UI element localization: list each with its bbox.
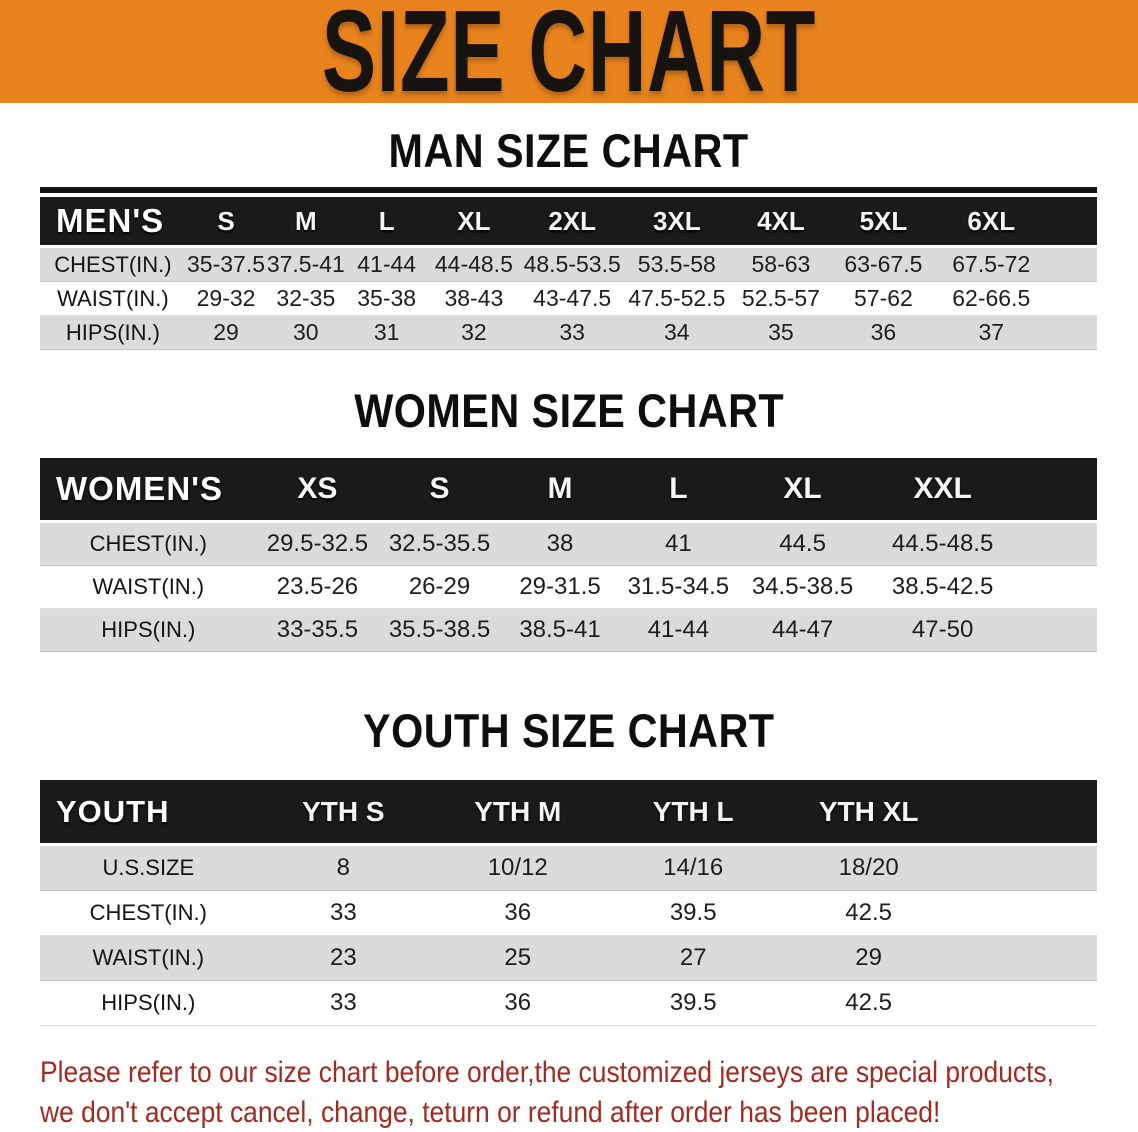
cell-value: 41-44 (647, 616, 710, 643)
cell-value: 14/16 (663, 854, 724, 881)
filler-cell (1048, 316, 1097, 350)
table-row (40, 522, 1097, 566)
cell-value: 31 (373, 319, 400, 345)
cell-value: 36 (504, 989, 532, 1016)
row-label: CHEST(IN.) (54, 251, 172, 277)
cell-value: 35-38 (357, 285, 417, 311)
cell-value: 33 (329, 989, 357, 1016)
cell-value: 37 (978, 319, 1005, 345)
filler-cell (956, 936, 1097, 981)
cell-value: 34 (664, 319, 690, 345)
table-row (40, 891, 1097, 936)
cell-value: 38 (546, 530, 574, 557)
cell-value: 35-37.5 (187, 251, 266, 277)
column-header: XL (457, 205, 491, 236)
table-row (40, 609, 1097, 652)
men-section-heading-text: MAN SIZE CHART (388, 124, 750, 177)
column-header: L (669, 472, 688, 505)
cell-value: 42.5 (845, 989, 892, 1016)
cell-value: 23 (329, 944, 357, 971)
cell-value: 44-48.5 (434, 251, 513, 277)
cell-value: 31.5-34.5 (627, 573, 730, 600)
women-size-table-wrap (40, 458, 1097, 652)
column-header: 3XL (652, 205, 701, 236)
row-label: U.S.SIZE (102, 855, 195, 880)
column-header: YTH M (474, 795, 562, 827)
column-header: L (378, 205, 395, 236)
men-table-top-rule (40, 187, 1097, 193)
filler-cell (956, 845, 1097, 891)
filler-cell (956, 780, 1097, 845)
men-section-heading (0, 124, 1138, 177)
column-header: YTH L (652, 795, 734, 827)
filler-cell (1018, 458, 1097, 522)
cell-value: 29 (855, 944, 882, 971)
row-label: CHEST(IN.) (89, 900, 207, 925)
cell-value: 34.5-38.5 (751, 573, 854, 600)
cell-value: 33 (329, 899, 357, 926)
cell-value: 53.5-58 (637, 251, 716, 277)
row-label: HIPS(IN.) (101, 617, 196, 642)
cell-value: 29-32 (196, 285, 256, 311)
filler-cell (1048, 247, 1097, 282)
cell-value: 26-29 (408, 573, 471, 600)
filler-cell (1018, 522, 1097, 566)
men-size-table-wrap (40, 187, 1097, 350)
filler-cell (1048, 197, 1097, 247)
banner-title: SIZE CHART (321, 0, 817, 103)
cell-value: 52.5-57 (741, 285, 820, 311)
men-table-header-row (40, 197, 1097, 247)
table-corner-label: WOMEN'S (56, 470, 224, 507)
column-header: YTH S (302, 795, 385, 827)
cell-value: 36 (504, 899, 532, 926)
banner (0, 0, 1138, 103)
column-header: XL (783, 472, 822, 505)
column-header: 6XL (967, 205, 1016, 236)
cell-value: 63-67.5 (844, 251, 923, 277)
table-row (40, 981, 1097, 1026)
men-size-table (40, 197, 1097, 350)
cell-value: 57-62 (854, 285, 913, 311)
cell-value: 62-66.5 (952, 285, 1031, 311)
cell-value: 33-35.5 (276, 616, 359, 643)
women-size-table (40, 458, 1097, 652)
order-policy-note (40, 1053, 1138, 1132)
row-label: WAIST(IN.) (57, 285, 169, 311)
cell-value: 29-31.5 (519, 573, 601, 600)
order-policy-note-line1: Please refer to our size chart before order,the customized jerseys are special products, (40, 1056, 1054, 1089)
column-header: 5XL (859, 205, 908, 236)
youth-section-heading-text: YOUTH SIZE CHART (363, 704, 775, 757)
cell-value: 23.5-26 (276, 573, 359, 600)
cell-value: 67.5-72 (952, 251, 1031, 277)
women-section-heading-text: WOMEN SIZE CHART (354, 384, 784, 437)
cell-value: 44-47 (771, 616, 834, 643)
order-policy-note-line2: we don't accept cancel, change, teturn or refund after order has been placed! (40, 1095, 941, 1129)
column-header: S (429, 472, 450, 505)
filler-cell (1018, 566, 1097, 609)
row-label: HIPS(IN.) (101, 990, 196, 1015)
cell-value: 10/12 (487, 854, 548, 881)
column-header: XS (297, 472, 338, 505)
table-row (40, 566, 1097, 609)
cell-value: 48.5-53.5 (523, 251, 621, 277)
table-row (40, 247, 1097, 282)
cell-value: 41-44 (357, 251, 417, 277)
cell-value: 37.5-41 (266, 251, 345, 277)
row-label: WAIST(IN.) (92, 945, 205, 970)
table-corner-label: MEN'S (56, 202, 165, 239)
cell-value: 35 (768, 319, 794, 345)
table-row (40, 282, 1097, 316)
cell-value: 38.5-42.5 (891, 573, 994, 600)
youth-section-heading (0, 704, 1138, 757)
row-label: HIPS(IN.) (65, 319, 160, 345)
cell-value: 35.5-38.5 (388, 616, 491, 643)
cell-value: 25 (504, 944, 532, 971)
cell-value: 39.5 (669, 899, 717, 926)
cell-value: 36 (870, 319, 897, 345)
women-table-header-row (40, 458, 1097, 522)
cell-value: 42.5 (845, 899, 892, 926)
cell-value: 38.5-41 (519, 616, 601, 643)
youth-table-header-row (40, 780, 1097, 845)
table-row (40, 845, 1097, 891)
cell-value: 39.5 (669, 989, 717, 1016)
cell-value: 47.5-52.5 (628, 285, 726, 311)
cell-value: 44.5-48.5 (891, 530, 994, 557)
cell-value: 8 (336, 854, 351, 881)
filler-cell (956, 891, 1097, 936)
table-corner-label: YOUTH (56, 793, 170, 829)
cell-value: 29.5-32.5 (266, 530, 369, 557)
cell-value: 32-35 (276, 285, 336, 311)
cell-value: 44.5 (779, 530, 826, 557)
column-header: XXL (913, 472, 972, 505)
cell-value: 58-63 (751, 251, 811, 277)
youth-size-table-wrap (40, 780, 1097, 1026)
column-header: S (217, 205, 235, 236)
row-label: CHEST(IN.) (89, 531, 207, 556)
row-label: WAIST(IN.) (92, 574, 205, 599)
youth-size-table (40, 780, 1097, 1026)
table-row (40, 316, 1097, 350)
column-header: 4XL (757, 205, 805, 236)
cell-value: 41 (665, 530, 692, 557)
column-header: 2XL (548, 205, 596, 236)
column-header: YTH XL (818, 795, 919, 827)
filler-cell (956, 981, 1097, 1026)
table-row (40, 936, 1097, 981)
filler-cell (1048, 282, 1097, 316)
cell-value: 33 (559, 319, 585, 345)
cell-value: 32 (461, 319, 487, 345)
cell-value: 30 (293, 319, 319, 345)
cell-value: 43-47.5 (533, 285, 612, 311)
filler-cell (1018, 609, 1097, 652)
cell-value: 47-50 (911, 616, 974, 643)
cell-value: 29 (213, 319, 239, 345)
cell-value: 18/20 (838, 854, 899, 881)
column-header: M (547, 472, 573, 505)
cell-value: 32.5-35.5 (388, 530, 491, 557)
women-section-heading (0, 384, 1138, 437)
cell-value: 38-43 (444, 285, 504, 311)
column-header: M (294, 205, 317, 236)
cell-value: 27 (679, 944, 707, 971)
